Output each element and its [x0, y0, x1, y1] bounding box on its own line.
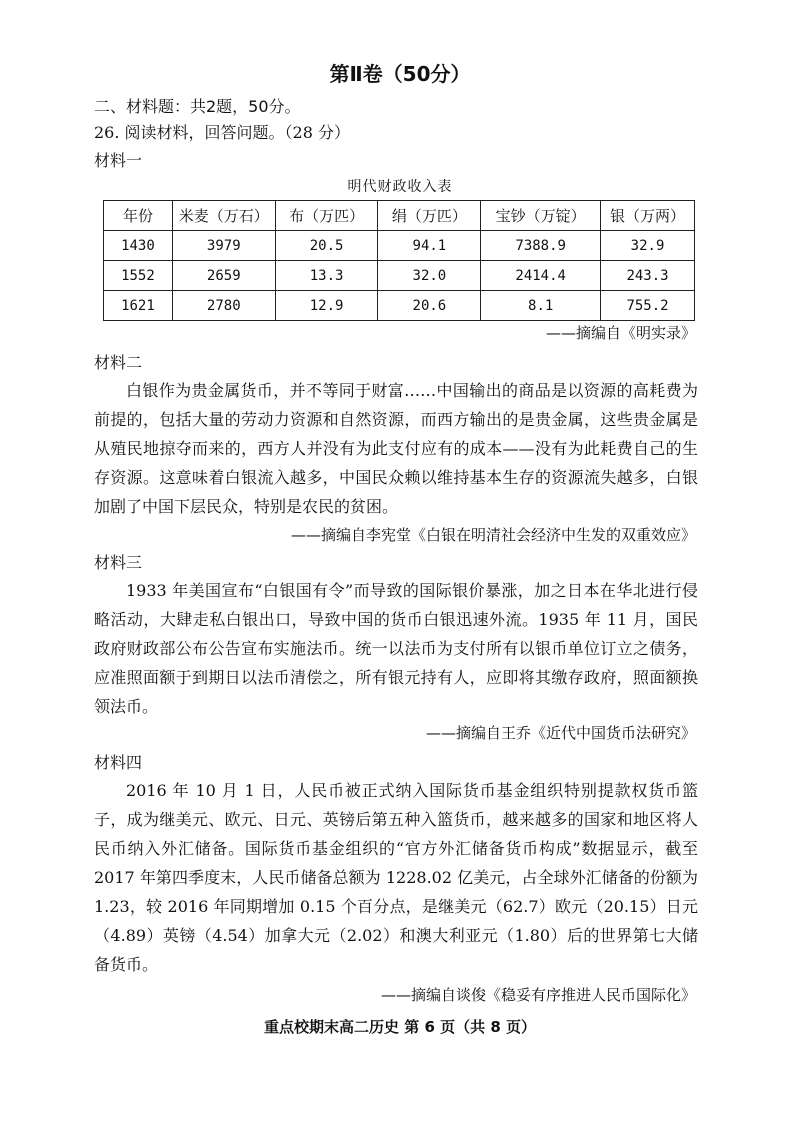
- material-3-text: 1933 年美国宣布“白银国有令”而导致的国际银价暴涨，加之日本在华北进行侵略活动，大肆走私白银出口，导致中国的货币白银迅速外流。1935 年 11 月，国民政府财政部公布公告宣布实施法币。统一以法币为支付所有以银币单位订立之债务，应准照面额于到期日以法币清偿之，所有银元持有人，应即将其缴存政府，照面额换领法币。: [94, 581, 698, 716]
- table-cell: 755.2: [601, 291, 695, 321]
- question-prompt: 26. 阅读材料，回答问题。（28 分）: [94, 123, 350, 142]
- material-3-source: ——摘编自王乔《近代中国货币法研究》: [425, 724, 696, 742]
- page-footer: 重点校期末高二历史 第 6 页（共 8 页）: [264, 1018, 536, 1036]
- table-cell: 1552: [104, 261, 173, 291]
- part-heading: 二、材料题：共2题，50分。: [94, 97, 301, 116]
- table-row: [104, 291, 695, 321]
- table-cell: 20.6: [378, 291, 481, 321]
- table-row: [104, 231, 695, 261]
- table-cell: 94.1: [378, 231, 481, 261]
- table-row: [104, 261, 695, 291]
- table-cell: 8.1: [481, 291, 601, 321]
- table-cell: 20.5: [275, 231, 378, 261]
- table-cell: 7388.9: [481, 231, 601, 261]
- table-header-row: [104, 201, 695, 231]
- table-cell: 3979: [172, 231, 275, 261]
- material-1-source: ——摘编自《明实录》: [545, 324, 696, 342]
- table-caption: 明代财政收入表: [347, 179, 453, 195]
- table-cell: 32.9: [601, 231, 695, 261]
- table-cell: 1430: [104, 231, 173, 261]
- table-cell: 32.0: [378, 261, 481, 291]
- table-header-cell: 宝钞（万锭）: [481, 201, 601, 231]
- table-cell: 2414.4: [481, 261, 601, 291]
- material-4-source: ——摘编自谈俊《稳妥有序推进人民币国际化》: [380, 986, 696, 1004]
- table-cell: 2659: [172, 261, 275, 291]
- material-4-label: 材料四: [94, 753, 143, 772]
- table-header-cell: 年份: [104, 201, 173, 231]
- table-cell: 12.9: [275, 291, 378, 321]
- material-2-source: ——摘编自李宪堂《白银在明清社会经济中生发的双重效应》: [290, 526, 696, 544]
- table-header-cell: 银（万两）: [601, 201, 695, 231]
- table-cell: 13.3: [275, 261, 378, 291]
- table-header-cell: 布（万匹）: [275, 201, 378, 231]
- material-3-label: 材料三: [94, 553, 143, 572]
- table-header-cell: 绢（万匹）: [378, 201, 481, 231]
- table-header-cell: 米麦（万石）: [172, 201, 275, 231]
- material-2-label: 材料二: [94, 353, 143, 372]
- table-cell: 243.3: [601, 261, 695, 291]
- revenue-table: [103, 200, 695, 321]
- section-title: 第Ⅱ卷（50分）: [329, 62, 471, 86]
- table-cell: 1621: [104, 291, 173, 321]
- material-1-label: 材料一: [94, 151, 143, 170]
- table-cell: 2780: [172, 291, 275, 321]
- material-4-text: 2016 年 10 月 1 日，人民币被正式纳入国际货币基金组织特别提款权货币篮子，成为继美元、欧元、日元、英镑后第五种入篮货币，越来越多的国家和地区将人民币纳入外汇储备。国际货币基金组织的“官方外汇储备货币构成”数据显示，截至 2017 年第四季度末，人民币储备总额为 1228.02 亿美元，占全球外汇储备的份额为 1.23，较 2016 年同期增加 0.15 个百分点，是继美元（62.7）欧元（20.15）日元（4.89）英镑（4.54）加拿大元（2.02）和澳大利亚元（1.80）后的世界第七大储备货币。: [94, 781, 698, 974]
- material-2-text: 白银作为贵金属货币，并不等同于财富……中国输出的商品是以资源的高耗费为前提的，包括大量的劳动力资源和自然资源，而西方输出的是贵金属，这些贵金属是从殖民地掠夺而来的，西方人并没有为此支付应有的成本——没有为此耗费自己的生存资源。这意味着白银流入越多，中国民众赖以维持基本生存的资源流失越多，白银加剧了中国下层民众，特别是农民的贫困。: [94, 381, 698, 516]
